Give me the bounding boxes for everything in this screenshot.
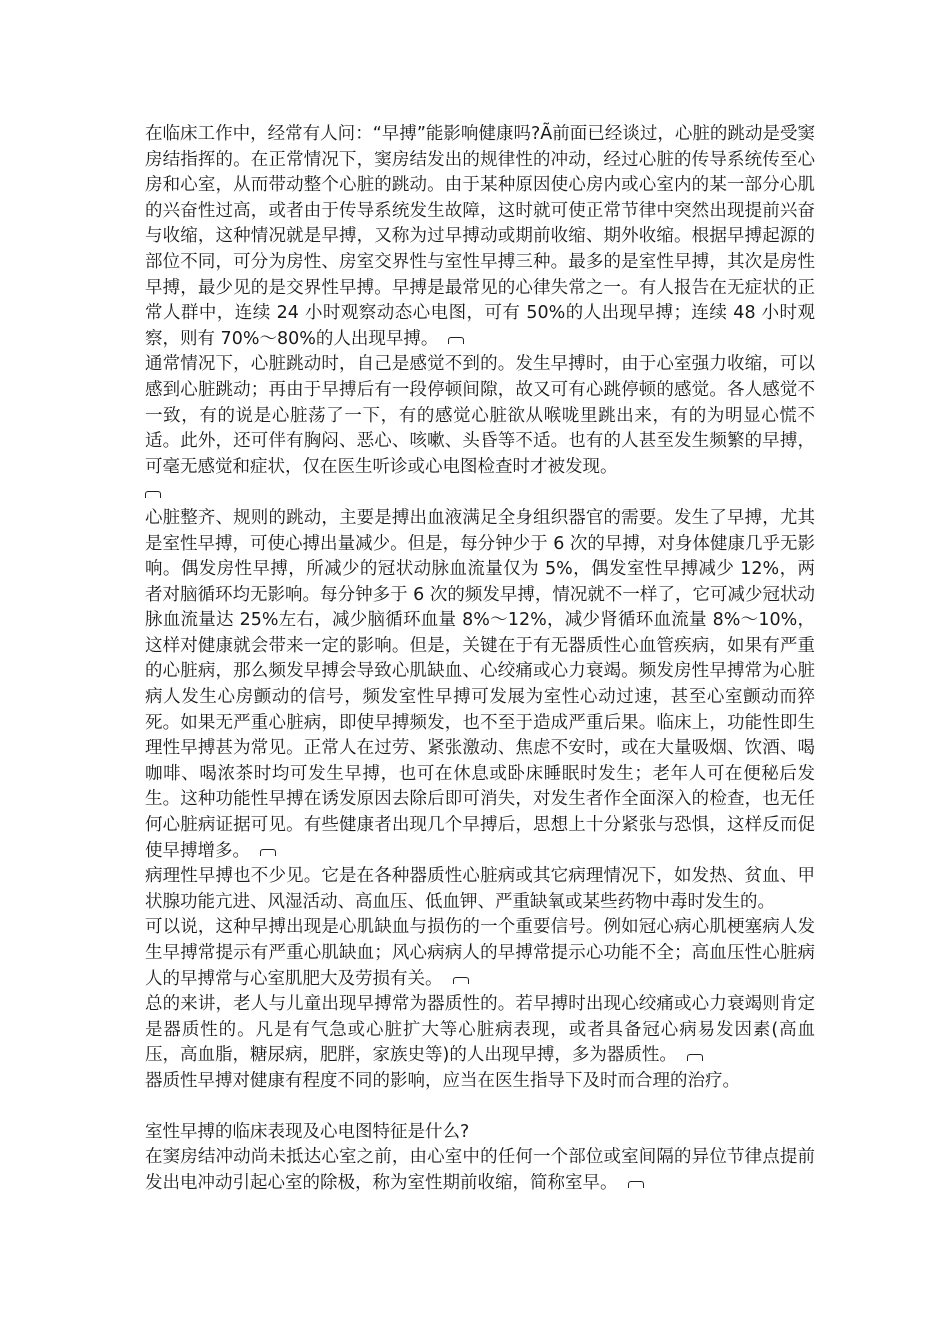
paragraph-pathological bbox=[145, 864, 815, 915]
paragraph-text: 可以说，这种早搏出现是心肌缺血与损伤的一个重要信号。例如冠心病心肌梗塞病人发生早搏常提示有严重心肌缺血；风心病病人的早搏常提示心功能不全；高血压性心脏病人的早搏常与心室肌肥大及劳损有关。 bbox=[145, 917, 815, 989]
paragraph-text: 器质性早搏对健康有程度不同的影响，应当在医生指导下及时而合理的治疗。 bbox=[145, 1070, 740, 1091]
paragraph-mark-icon bbox=[260, 849, 276, 856]
paragraph-treatment bbox=[145, 1069, 815, 1095]
paragraph-premature-beat-intro bbox=[145, 122, 815, 352]
paragraph-ischemia-signal bbox=[145, 915, 815, 992]
paragraph-health-impact bbox=[145, 506, 815, 864]
paragraph-mark-icon bbox=[448, 337, 464, 344]
paragraph-mark-line bbox=[145, 480, 815, 506]
paragraph-text: 在临床工作中，经常有人问：“早搏”能影响健康吗?Ã前面已经谈过，心脏的跳动是受窦房结指挥的。在正常情况下，窦房结发出的规律性的冲动，经过心脏的传导系统传至心房和心室，从而带动整个心脏的跳动。由于某种原因使心房内或心室内的某一部分心肌的兴奋性过高，或者由于传导系统发生故障，这时就可使正常节律中突然出现提前兴奋与收缩，这种情况就是早搏，又称为过早搏动或期前收缩、期外收缩。根据早搏起源的部位不同，可分为房性、房室交界性与室性早搏三种。最多的是室性早搏，其次是房性早搏，最少见的是交界性早搏。早搏是最常见的心律失常之一。有人报告在无症状的正常人群中，连续 24 小时观察动态心电图，可有 50%的人出现早搏；连续 48 小时观察，则有 70%～80%的人出现早搏。 bbox=[145, 124, 815, 349]
paragraph-text: 在窦房结冲动尚未抵达心室之前，由心室中的任何一个部位或室间隔的异位节律点提前发出电冲动引起心室的除极，称为室性期前收缩，简称室早。 bbox=[145, 1147, 815, 1193]
heading-text: 室性早搏的临床表现及心电图特征是什么? bbox=[145, 1121, 470, 1142]
paragraph-symptoms bbox=[145, 352, 815, 480]
paragraph-summary bbox=[145, 992, 815, 1069]
paragraph-text: 通常情况下，心脏跳动时，自己是感觉不到的。发生早搏时，由于心室强力收缩，可以感到心脏跳动；再由于早搏后有一段停顿间隙，故又可有心跳停顿的感觉。各人感觉不一致，有的说是心脏荡了一下，有的感觉心脏欲从喉咙里跳出来，有的为明显心慌不适。此外，还可伴有胸闷、恶心、咳嗽、头昏等不适。也有的人甚至发生频繁的早搏，可毫无感觉和症状，仅在医生听诊或心电图检查时才被发现。 bbox=[145, 354, 815, 477]
paragraph-mark-icon bbox=[145, 491, 161, 498]
paragraph-mark-icon bbox=[628, 1181, 644, 1188]
section-heading-ventricular bbox=[145, 1120, 815, 1146]
paragraph-text: 总的来讲，老人与儿童出现早搏常为器质性的。若早搏时出现心绞痛或心力衰竭则肯定是器质性的。凡是有气急或心脏扩大等心脏病表现，或者具备冠心病易发因素(高血压，高血脂，糖尿病，肥胖，家族史等)的人出现早搏，多为器质性。 bbox=[145, 994, 815, 1066]
paragraph-text: 心脏整齐、规则的跳动，主要是搏出血液满足全身组织器官的需要。发生了早搏，尤其是室性早搏，可使心搏出量减少。但是，每分钟少于 6 次的早搏，对身体健康几乎无影响。偶发房性早搏，所减少的冠状动脉血流量仅为 5%，偶发室性早搏减少 12%，两者对脑循环均无影响。每分钟多于 6 次的频发早搏，情况就不一样了，它可减少冠状动脉血流量达 25%左右，减少脑循环血量 8%～12%，减少肾循环血流量 8%～10%，这样对健康就会带来一定的影响。但是，关键在于有无器质性心血管疾病，如果有严重的心脏病，那么频发早搏会导致心肌缺血、心绞痛或心力衰竭。频发房性早搏常为心脏病人发生心房颤动的信号，频发室性早搏可发展为室性心动过速，甚至心室颤动而猝死。如果无严重心脏病，即使早搏频发，也不至于造成严重后果。临床上，功能性即生理性早搏甚为常见。正常人在过劳、紧张激动、焦虑不安时，或在大量吸烟、饮酒、喝咖啡、喝浓茶时均可发生早搏，也可在休息或卧床睡眠时发生；老年人可在便秘后发生。这种功能性早搏在诱发原因去除后即可消失，对发生者作全面深入的检查，也无任何心脏病证据可见。有些健康者出现几个早搏后，思想上十分紧张与恐惧，这样反而促使早搏增多。 bbox=[145, 507, 815, 861]
paragraph-text: 病理性早搏也不少见。它是在各种器质性心脏病或其它病理情况下，如发热、贫血、甲状腺功能亢进、风湿活动、高血压、低血钾、严重缺氧或某些药物中毒时发生的。 bbox=[145, 866, 815, 912]
document-page bbox=[145, 122, 815, 1196]
paragraph-ventricular-definition bbox=[145, 1145, 815, 1196]
paragraph-mark-icon bbox=[453, 977, 469, 984]
section-gap bbox=[145, 1095, 815, 1120]
paragraph-mark-icon bbox=[687, 1054, 703, 1061]
